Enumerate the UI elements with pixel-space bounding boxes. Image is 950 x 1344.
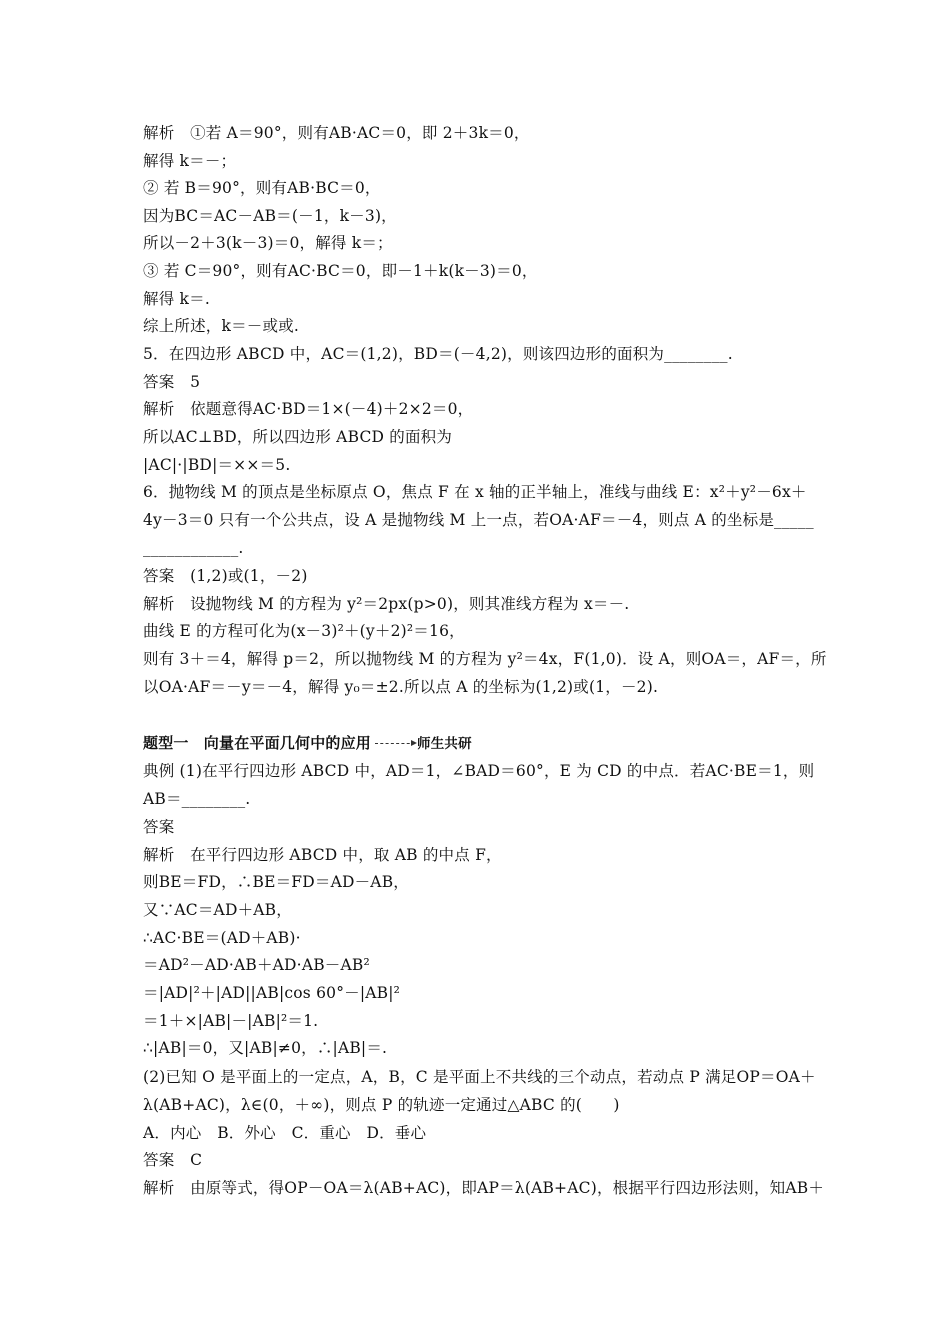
- text-line: 解析 ①若 A＝90°，则有AB·AC＝0，即 2＋3k＝0，: [143, 124, 530, 142]
- text-line: 因为BC＝AC－AB＝(－1，k－3)，: [143, 207, 397, 225]
- text-line: 又∵AC＝AD＋AB，: [143, 901, 292, 919]
- text-line: 解析 在平行四边形 ABCD 中，取 AB 的中点 F，: [143, 846, 502, 864]
- section-heading: [143, 733, 472, 754]
- text-line: 以OA·AF＝－y＝－4，解得 y₀＝±2.所以点 A 的坐标为(1,2)或(1，－2).: [143, 678, 659, 696]
- text-line: ∴AC·BE＝(AD＋AB)·: [143, 929, 301, 947]
- text-line: ____________.: [143, 539, 244, 557]
- text-line: AB＝________.: [143, 790, 251, 808]
- text-line: 解析 设抛物线 M 的方程为 y²＝2px(p>0)，则其准线方程为 x＝－.: [143, 595, 630, 613]
- text-line: ＝1＋×|AB|－|AB|²＝1.: [143, 1012, 319, 1030]
- answer-line: 答案 5: [143, 373, 201, 391]
- section-title: 题型一 向量在平面几何中的应用: [143, 734, 372, 752]
- text-line: ② 若 B＝90°，则有AB·BC＝0，: [143, 179, 381, 197]
- text-line: ＝AD²－AD·AB＋AD·AB－AB²: [143, 956, 370, 974]
- text-line: 所以－2＋3(k－3)＝0，解得 k＝；: [143, 234, 393, 252]
- arrow-icon: [375, 743, 415, 744]
- answer-line: 答案 C: [143, 1151, 203, 1169]
- question-6: 6．抛物线 M 的顶点是坐标原点 O，焦点 F 在 x 轴的正半轴上，准线与曲线 E：x²＋y²－6x＋: [143, 483, 807, 501]
- text-line: 解析 依题意得AC·BD＝1×(－4)＋2×2＝0，: [143, 400, 474, 418]
- question-5: 5．在四边形 ABCD 中，AC＝(1,2)，BD＝(－4,2)，则该四边形的面积为________.: [143, 345, 733, 363]
- text-line: 解析 由原等式，得OP－OA＝λ(AB+AC)，即AP＝λ(AB+AC)，根据平行四边形法则，知AB＋: [143, 1179, 825, 1197]
- options-line: A．内心 B．外心 C．重心 D．垂心: [143, 1124, 427, 1142]
- text-line: ＝|AD|²＋|AD||AB|cos 60°－|AB|²: [143, 984, 401, 1002]
- text-line: 解得 k＝－；: [143, 152, 237, 170]
- text-line: 所以AC⊥BD，所以四边形 ABCD 的面积为: [143, 428, 453, 446]
- text-line: |AC|·|BD|＝××＝5.: [143, 456, 291, 474]
- text-line: 4y－3＝0 只有一个公共点，设 A 是抛物线 M 上一点，若OA·AF＝－4，则点 A 的坐标是_____: [143, 511, 814, 529]
- example-line: 典例 (1)在平行四边形 ABCD 中，AD＝1，∠BAD＝60°，E 为 CD 的中点．若AC·BE＝1，则: [143, 762, 815, 780]
- text-line: ③ 若 C＝90°，则有AC·BC＝0，即－1＋k(k－3)＝0，: [143, 262, 538, 280]
- answer-line: 答案: [143, 818, 175, 836]
- text-line: 综上所述，k＝－或或.: [143, 317, 300, 335]
- text-line: ∴|AB|＝0，又|AB|≠0，∴|AB|＝.: [143, 1039, 388, 1057]
- text-line: 则有 3＋＝4，解得 p＝2，所以抛物线 M 的方程为 y²＝4x，F(1,0)．设 A，则OA＝，AF＝，所: [143, 650, 827, 668]
- text-line: (2)已知 O 是平面上的一定点，A，B，C 是平面上不共线的三个动点，若动点 P 满足OP＝OA＋: [143, 1068, 816, 1086]
- text-line: 则BE＝FD，∴BE＝FD＝AD－AB，: [143, 873, 409, 891]
- answer-line: 答案 (1,2)或(1，－2): [143, 567, 308, 585]
- text-line: 解得 k＝.: [143, 290, 210, 308]
- section-tag: 师生共研: [417, 736, 472, 752]
- text-line: 曲线 E 的方程可化为(x－3)²＋(y＋2)²＝16，: [143, 622, 465, 640]
- text-line: λ(AB+AC)，λ∈(0，＋∞)，则点 P 的轨迹一定通过△ABC 的( ): [143, 1096, 620, 1114]
